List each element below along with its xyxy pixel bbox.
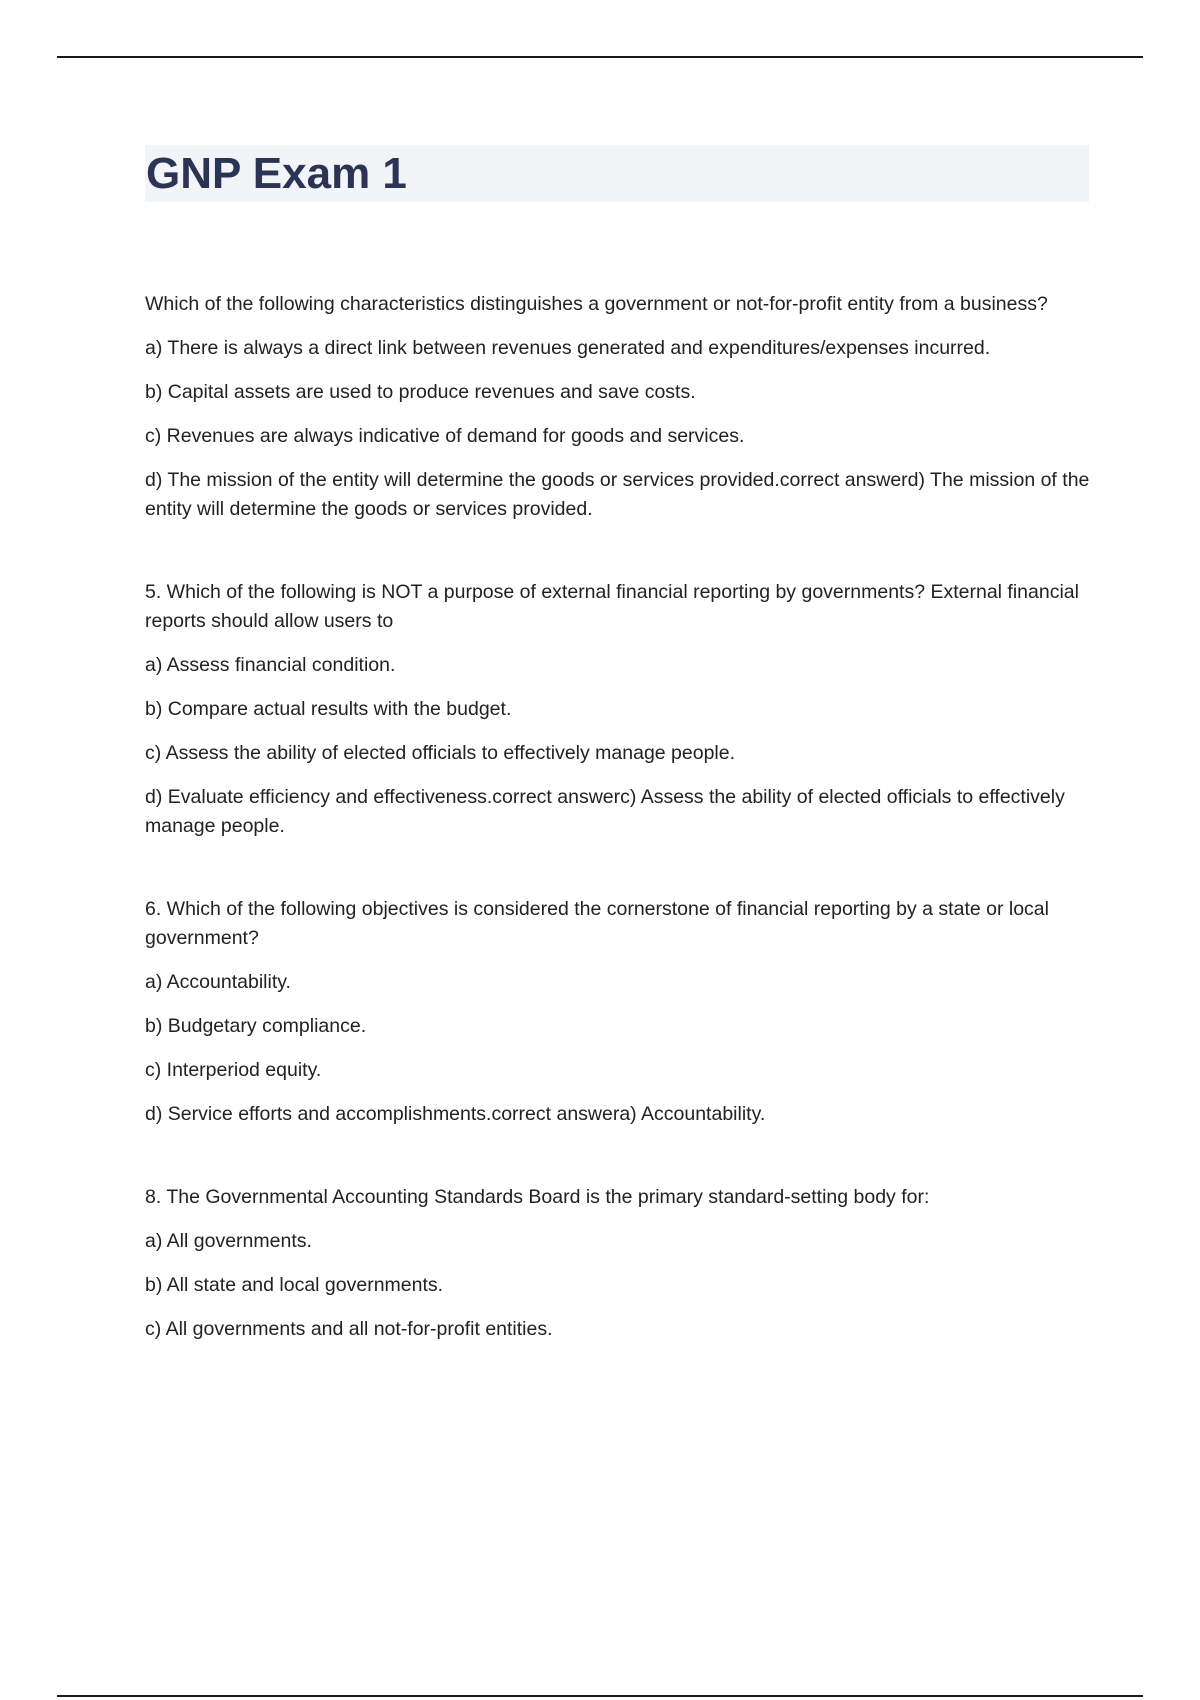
answer-option: c) Assess the ability of elected officials to effectively manage people.: [145, 742, 736, 764]
question-text: Which of the following characteristics distinguishes a government or not-for-profit entity from a business?: [145, 293, 1048, 315]
answer-option: a) All governments.: [145, 1230, 312, 1252]
answer-option: b) All state and local governments.: [145, 1274, 444, 1296]
answer-option: c) Interperiod equity.: [145, 1059, 322, 1081]
question-block: [145, 578, 1090, 841]
answer-option: b) Compare actual results with the budget.: [145, 698, 512, 720]
answer-option: c) Revenues are always indicative of demand for goods and services.: [145, 425, 745, 447]
top-rule: [57, 56, 1143, 58]
answer-option: a) Assess financial condition.: [145, 654, 396, 676]
answer-option: b) Budgetary compliance.: [145, 1015, 367, 1037]
answer-option: d) Evaluate efficiency and effectiveness.correct answerc) Assess the ability of elected officials to effectively manage people.: [145, 786, 1065, 837]
answer-option: d) The mission of the entity will determine the goods or services provided.correct answerd) The mission of the entity will determine the goods or services provided.: [145, 469, 1090, 520]
question-text: 8. The Governmental Accounting Standards Board is the primary standard-setting body for:: [145, 1186, 930, 1208]
question-block: [145, 895, 1090, 1129]
answer-option: a) Accountability.: [145, 971, 291, 993]
question-list: [145, 290, 1090, 1398]
question-block: [145, 1183, 1090, 1344]
page-title: GNP Exam 1: [146, 149, 407, 198]
answer-option: d) Service efforts and accomplishments.correct answera) Accountability.: [145, 1103, 766, 1125]
question-text: 6. Which of the following objectives is considered the cornerstone of financial reporting by a state or local government?: [145, 898, 1049, 949]
bottom-rule: [57, 1695, 1143, 1697]
answer-option: b) Capital assets are used to produce revenues and save costs.: [145, 381, 696, 403]
question-text: 5. Which of the following is NOT a purpose of external financial reporting by governments? External financial reports should allow users to: [145, 581, 1079, 632]
question-block: [145, 290, 1090, 524]
title-box: [145, 145, 1089, 202]
answer-option: c) All governments and all not-for-profit entities.: [145, 1318, 553, 1340]
answer-option: a) There is always a direct link between revenues generated and expenditures/expenses incurred.: [145, 337, 991, 359]
